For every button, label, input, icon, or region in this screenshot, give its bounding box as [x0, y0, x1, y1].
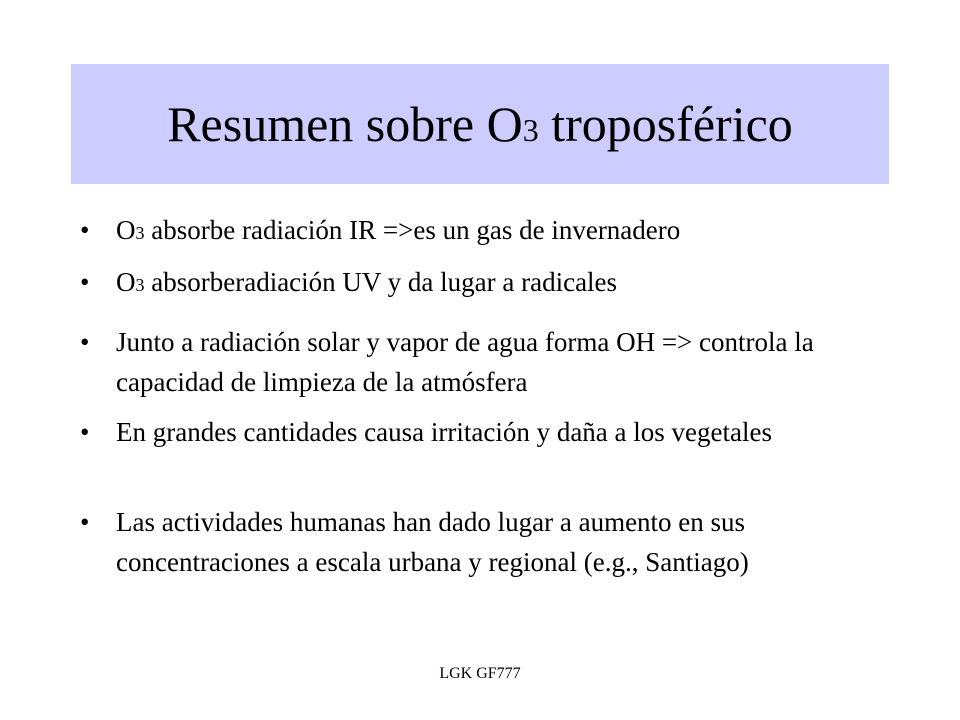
title-suffix: troposférico	[538, 96, 793, 152]
bullet-dot: •	[80, 215, 90, 245]
bullet-item-4	[80, 412, 880, 452]
bullet-item-5	[80, 502, 880, 582]
title-prefix: Resumen sobre O	[167, 96, 523, 152]
bullet-1-subscript: 3	[135, 223, 145, 243]
slide-footer: LGK GF777	[439, 665, 521, 682]
bullet-2-prefix: O	[116, 267, 136, 297]
bullet-2-body: absorberadiación UV y da lugar a radicales	[144, 267, 618, 297]
bullet-text-3: Junto a radiación solar y vapor de agua forma OH => controla la capacidad de limpieza de la atmósfera	[116, 327, 814, 397]
bullet-dot: •	[80, 327, 90, 357]
title-subscript: 3	[522, 112, 539, 148]
title-band	[71, 64, 889, 184]
bullet-text-2	[116, 262, 880, 305]
bullet-item-3	[80, 322, 880, 402]
bullet-item-1	[80, 210, 880, 253]
bullet-dot: •	[80, 507, 90, 537]
bullet-text-1	[116, 210, 880, 253]
bullet-item-2	[80, 262, 880, 305]
bullet-text-5: Las actividades humanas han dado lugar a aumento en sus concentraciones a escala urbana y regional (e.g., Santiago)	[116, 507, 749, 577]
bullet-2-subscript: 3	[135, 275, 145, 295]
bullet-text-4: En grandes cantidades causa irritación y daña a los vegetales	[116, 417, 772, 447]
bullet-1-prefix: O	[116, 215, 136, 245]
bullet-dot: •	[80, 417, 90, 447]
bullet-1-body: absorbe radiación IR =>es un gas de invernadero	[144, 215, 681, 245]
slide-title	[167, 96, 793, 152]
bullet-dot: •	[80, 267, 90, 297]
